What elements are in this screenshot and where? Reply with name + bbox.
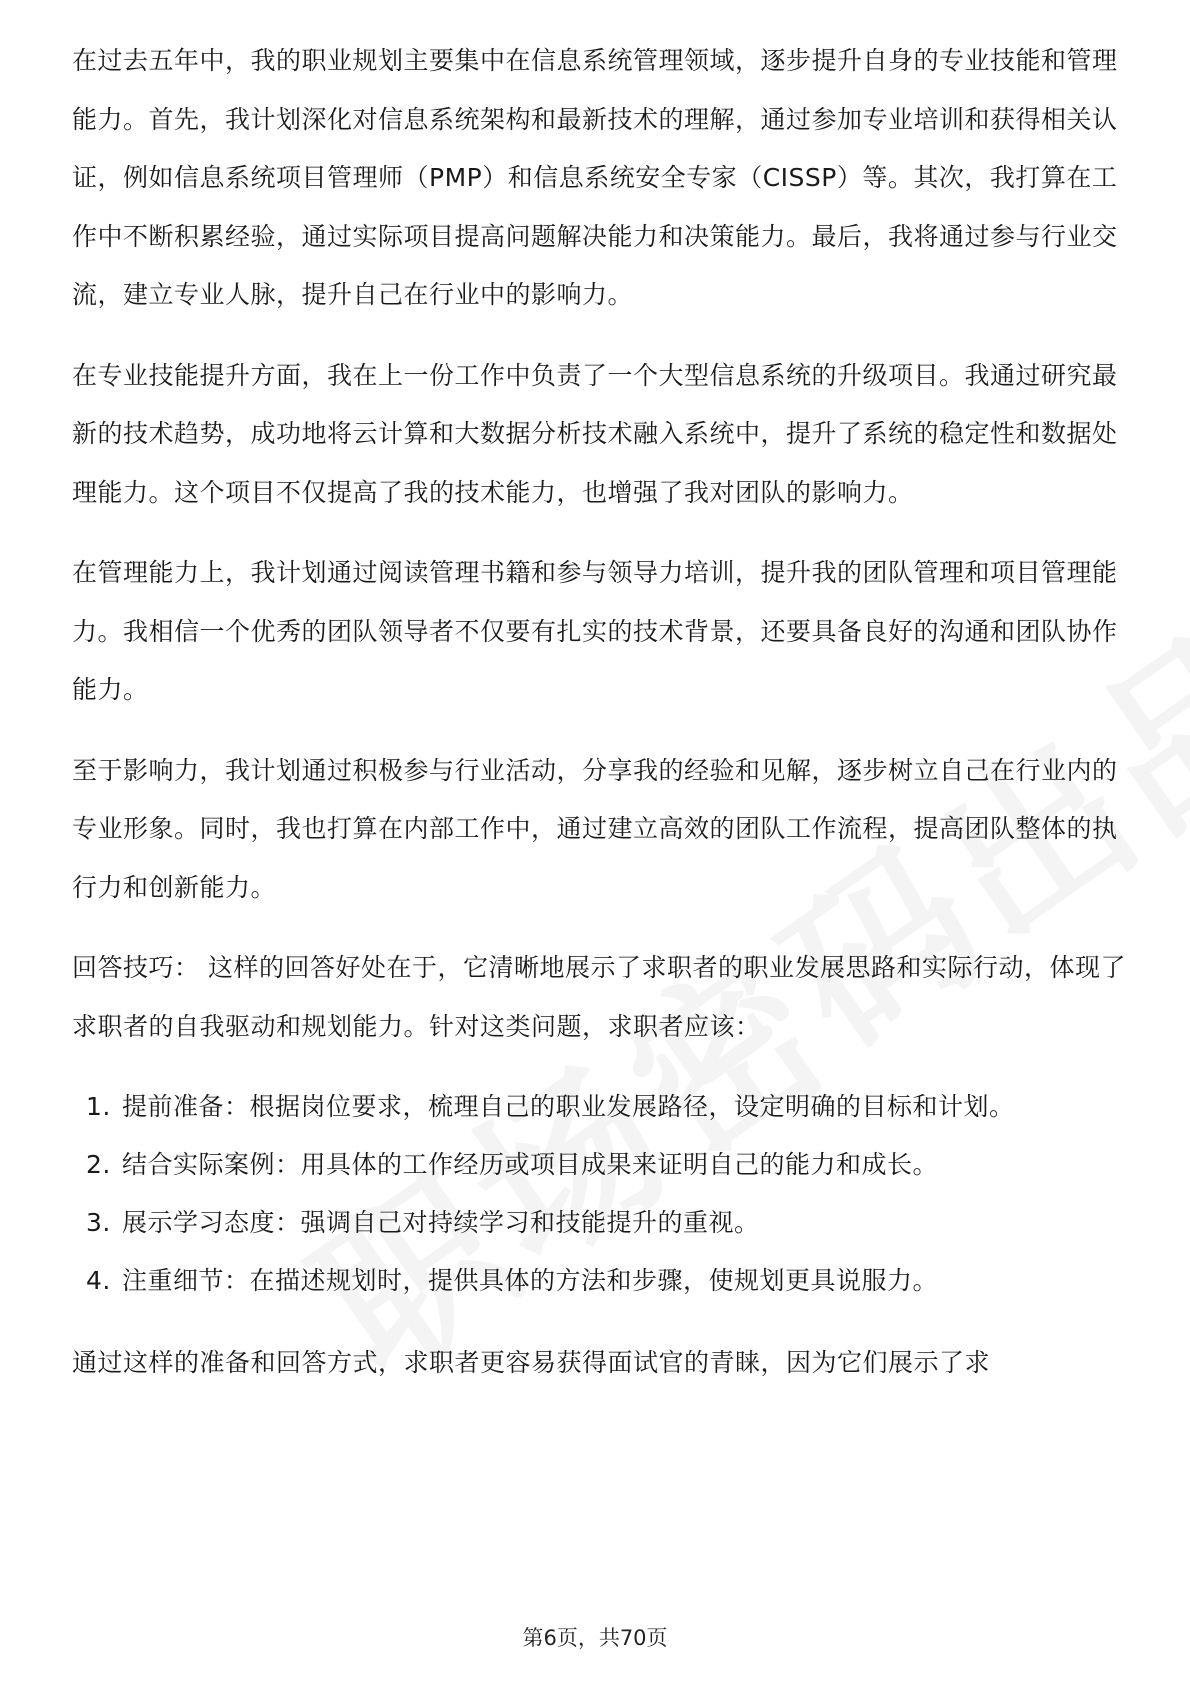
list-item-number: 3. [86, 1208, 111, 1237]
paragraph-influence: 至于影响力，我计划通过积极参与行业活动，分享我的经验和见解，逐步树立自己在行业内的专业形象。同时，我也打算在内部工作中，通过建立高效的团队工作流程，提高团队整体的执行力和创新能力。 [72, 755, 1118, 902]
list-item-number: 2. [86, 1150, 111, 1179]
list-item-number: 4. [86, 1266, 111, 1295]
list-item-text: 结合实际案例：用具体的工作经历或项目成果来证明自己的能力和成长。 [122, 1150, 939, 1179]
list-item-text: 展示学习态度：强调自己对持续学习和技能提升的重视。 [122, 1208, 760, 1237]
list-item-number: 1. [86, 1092, 111, 1121]
list-item [72, 1078, 1132, 1136]
paragraph-answer-tips: 回答技巧： 这样的回答好处在于，它清晰地展示了求职者的职业发展思路和实际行动，体现了求职者的自我驱动和规划能力。针对这类问题，求职者应该： [72, 953, 1126, 1041]
tips-list [72, 1078, 1132, 1310]
paragraph-management: 在管理能力上，我计划通过阅读管理书籍和参与领导力培训，提升我的团队管理和项目管理能力。我相信一个优秀的团队领导者不仅要有扎实的技术背景，还要具备良好的沟通和团队协作能力。 [72, 558, 1118, 704]
list-item-text: 提前准备：根据岗位要求，梳理自己的职业发展路径，设定明确的目标和计划。 [122, 1092, 1015, 1121]
list-item [72, 1194, 1132, 1252]
page-content [72, 32, 1132, 1415]
page-footer: 第6页，共70页 [522, 1626, 668, 1650]
list-item [72, 1252, 1132, 1310]
paragraph-closing: 通过这样的准备和回答方式，求职者更容易获得面试官的青睐，因为它们展示了求 [72, 1348, 991, 1377]
list-item [72, 1136, 1132, 1194]
paragraph-career-plan: 在过去五年中，我的职业规划主要集中在信息系统管理领域，逐步提升自身的专业技能和管理能力。首先，我计划深化对信息系统架构和最新技术的理解，通过参加专业培训和获得相关认证，例如信息系统项目管理师（PMP）和信息系统安全专家（CISSP）等。其次，我打算在工作中不断积累经验，通过实际项目提高问题解决能力和决策能力。最后，我将通过参与行业交流，建立专业人脉，提升自己在行业中的影响力。 [72, 46, 1118, 309]
paragraph-skill-improvement: 在专业技能提升方面，我在上一份工作中负责了一个大型信息系统的升级项目。我通过研究最新的技术趋势，成功地将云计算和大数据分析技术融入系统中，提升了系统的稳定性和数据处理能力。这个项目不仅提高了我的技术能力，也增强了我对团队的影响力。 [72, 360, 1118, 507]
list-item-text: 注重细节：在描述规划时，提供具体的方法和步骤，使规划更具说服力。 [122, 1266, 939, 1295]
